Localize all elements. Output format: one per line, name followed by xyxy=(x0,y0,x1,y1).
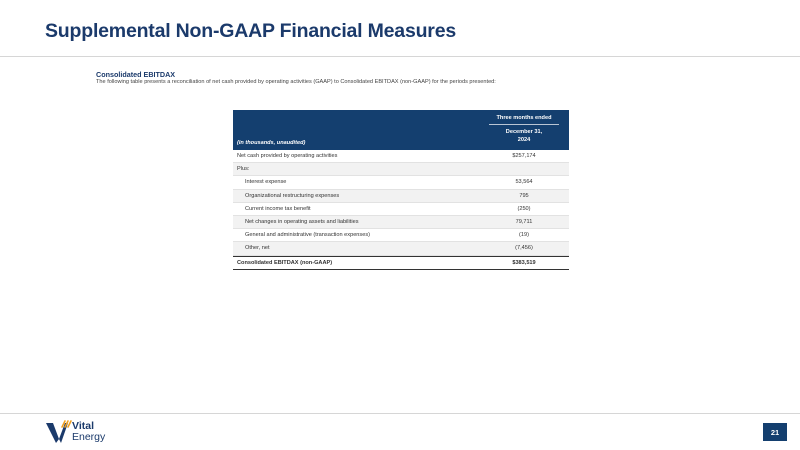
column-period-header xyxy=(489,129,559,144)
table-row xyxy=(233,203,569,216)
page-title: Supplemental Non-GAAP Financial Measures xyxy=(45,20,456,42)
section-heading: Consolidated EBITDAX xyxy=(96,70,176,79)
row-value: $257,174 xyxy=(512,153,536,160)
row-value: (250) xyxy=(517,205,531,212)
table-row xyxy=(233,242,569,255)
row-value: 53,564 xyxy=(515,179,533,186)
table-row xyxy=(233,190,569,203)
table-row xyxy=(233,216,569,229)
logo-line-2: Energy xyxy=(72,431,106,443)
row-label: Net cash provided by operating activities xyxy=(237,153,338,160)
logo-line-1: Vital xyxy=(72,420,94,432)
section-description: The following table presents a reconciliation of net cash provided by operating activities (GAAP) to Consolidated EBITDAX (non-GAAP) for the periods presented: xyxy=(96,79,496,85)
table-row xyxy=(233,163,569,176)
column-group-header: Three months ended xyxy=(496,115,552,121)
title-divider xyxy=(0,56,800,57)
table-row xyxy=(233,229,569,242)
row-label: Current income tax benefit xyxy=(245,205,311,212)
period-line-2: 2024 xyxy=(517,136,531,143)
period-line-1: December 31, xyxy=(505,129,543,135)
row-label: Plus: xyxy=(237,166,250,173)
reconciliation-table xyxy=(233,110,569,270)
column-group-underline xyxy=(489,124,559,125)
footer-divider xyxy=(0,413,800,414)
units-note: (in thousands, unaudited) xyxy=(237,140,306,146)
row-label: General and administrative (transaction expenses) xyxy=(245,232,370,239)
table-row xyxy=(233,150,569,163)
row-label: Organizational restructuring expenses xyxy=(245,192,340,199)
table-row xyxy=(233,176,569,189)
row-value: (7,456) xyxy=(515,245,533,252)
total-value: $383,519 xyxy=(512,259,536,266)
page-number: 21 xyxy=(763,423,787,441)
row-label: Net changes in operating assets and liabilities xyxy=(245,219,359,226)
row-value: 795 xyxy=(519,192,529,199)
total-label: Consolidated EBITDAX (non-GAAP) xyxy=(237,259,333,266)
table-header xyxy=(233,110,569,150)
logo-wordmark xyxy=(72,421,105,443)
row-label: Other, net xyxy=(245,245,270,252)
row-value: 79,711 xyxy=(515,219,533,226)
total-row xyxy=(233,256,569,270)
row-label: Interest expense xyxy=(245,179,287,186)
row-value: (19) xyxy=(519,232,529,239)
